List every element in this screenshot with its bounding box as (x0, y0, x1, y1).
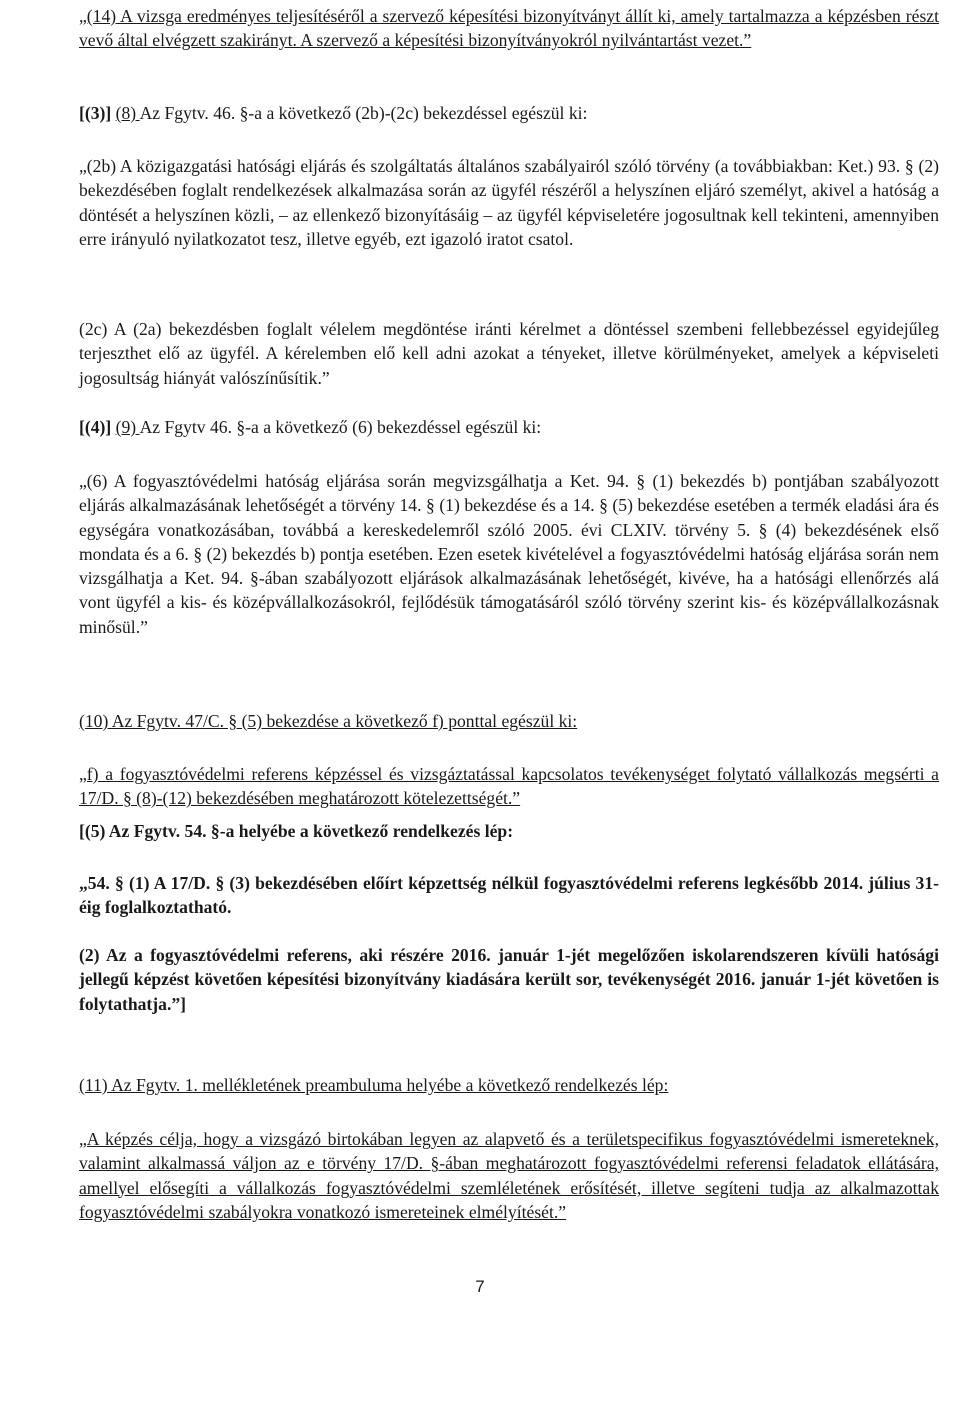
paragraph-6: „(6) A fogyasztóvédelmi hatóság eljárása során megvizsgálhatja a Ket. 94. § (1) bekezdés b) pontjában szabályozott eljárás alkalmazásának lehetőségét a törvény 14. § (1) bekezdése és a 14. § (5) bekezdése esetében a termék eladási ára és egységára vonatkozásában, továbbá a kereskedelemről szóló 2005. évi CLXIV. törvény 5. § (4) bekezdésének első mondata és a 6. § (2) bekezdés b) pontja esetében. Ezen esetek kivételével a fogyasztóvédelmi hatóság eljárása során nem vizsgálhatja a Ket. 94. §-ában szabályozott eljárások alkalmazásának lehetőségét, kivéve, ha a hatósági ellenőrzés alá vont ügyfél a kis- és középvállalkozásokról, fejlődésük támogatásáról szóló törvény szerint kis- és középvállalkozásnak minősül.” (79, 471, 939, 637)
section-54-2: (2) Az a fogyasztóvédelmi referens, aki részére 2016. január 1-jét megelőzően iskolarendszeren kívüli hatósági jellegű képzést követően képesítési bizonyítvány kiadására került sor, tevékenységét 2016. január 1-jét követően is folytathatja.”] (79, 945, 939, 1014)
amendment-3-intro (79, 101, 939, 125)
point-f: „f) a fogyasztóvédelmi referens képzéssel és vizsgáztatással kapcsolatos tevékenységet folytató vállalkozás megsérti a 17/D. § (8)-(12) bekezdésében meghatározott kötelezettségét.” (79, 764, 939, 809)
intro-text: Az Fgytv. 46. §-a a következő (2b)-(2c) bekezdéssel egészül ki: (139, 103, 588, 123)
paragraph-14: „(14) A vizsga eredményes teljesítéséről a szervező képesítési bizonyítványt állít ki, amely tartalmazza a képzésben részt vevő által elvégzett szakirányt. A szervező a képesítési bizonyítványokról nyilvántartást vezet.” (79, 6, 939, 51)
bracket-number: [(4)] (79, 417, 116, 437)
paragraph-2b: „(2b) A közigazgatási hatósági eljárás és szolgáltatás általános szabályairól szóló törvény (a továbbiakban: Ket.) 93. § (2) bekezdésében foglalt rendelkezések alkalmazása során az ügyfél részéről a helyszínen eljáró személyt, akivel a hatóság a döntését a helyszínen közli, – az ellenkező bizonyításáig – az ügyfél képviseletére jogosultnak kell tekinteni, amennyiben erre irányuló nyilatkozatot tesz, illetve egyéb, ezt igazoló iratot csatol. (79, 156, 939, 249)
page-number: 7 (475, 1277, 485, 1296)
paragraph-2c: (2c) A (2a) bekezdésben foglalt vélelem megdöntése iránti kérelmet a döntéssel szembeni fellebbezéssel egyidejűleg terjeszthet elő az ügyfél. A kérelemben elő kell adni azokat a tényeket, illetve körülményeket, amelyek a képviseleti jogosultság hiányát valószínűsítik.” (79, 319, 939, 388)
amendment-10-intro: (10) Az Fgytv. 47/C. § (5) bekezdése a következő f) ponttal egészül ki: (79, 711, 578, 731)
new-number: (9) (115, 417, 140, 437)
intro-text: Az Fgytv 46. §-a a következő (6) bekezdéssel egészül ki: (139, 417, 542, 437)
new-number: (8) (115, 103, 140, 123)
bracket-number: [(3)] (79, 103, 116, 123)
section-54-1: „54. § (1) A 17/D. § (3) bekezdésében előírt képzettség nélkül fogyasztóvédelmi referens legkésőbb 2014. július 31-éig foglalkoztatható. (79, 873, 939, 918)
amendment-5-intro: [(5) Az Fgytv. 54. §-a helyébe a következő rendelkezés lép: (79, 821, 514, 841)
amendment-4-intro (79, 415, 939, 439)
preamble-paragraph: „A képzés célja, hogy a vizsgázó birtokában legyen az alapvető és a területspecifikus fogyasztóvédelmi ismereteknek, valamint alkalmassá váljon az e törvény 17/D. §-ában meghatározott fogyasztóvédelmi referensi feladatok ellátására, amellyel elősegíti a vállalkozás fogyasztóvédelmi szemléletének erősítését, illetve segíteni tudja az alkalmazottak fogyasztóvédelmi szabályokra vonatkozó ismereteinek elmélyítését.” (79, 1129, 939, 1222)
amendment-11-intro: (11) Az Fgytv. 1. mellékletének preambuluma helyébe a következő rendelkezés lép: (79, 1075, 669, 1095)
